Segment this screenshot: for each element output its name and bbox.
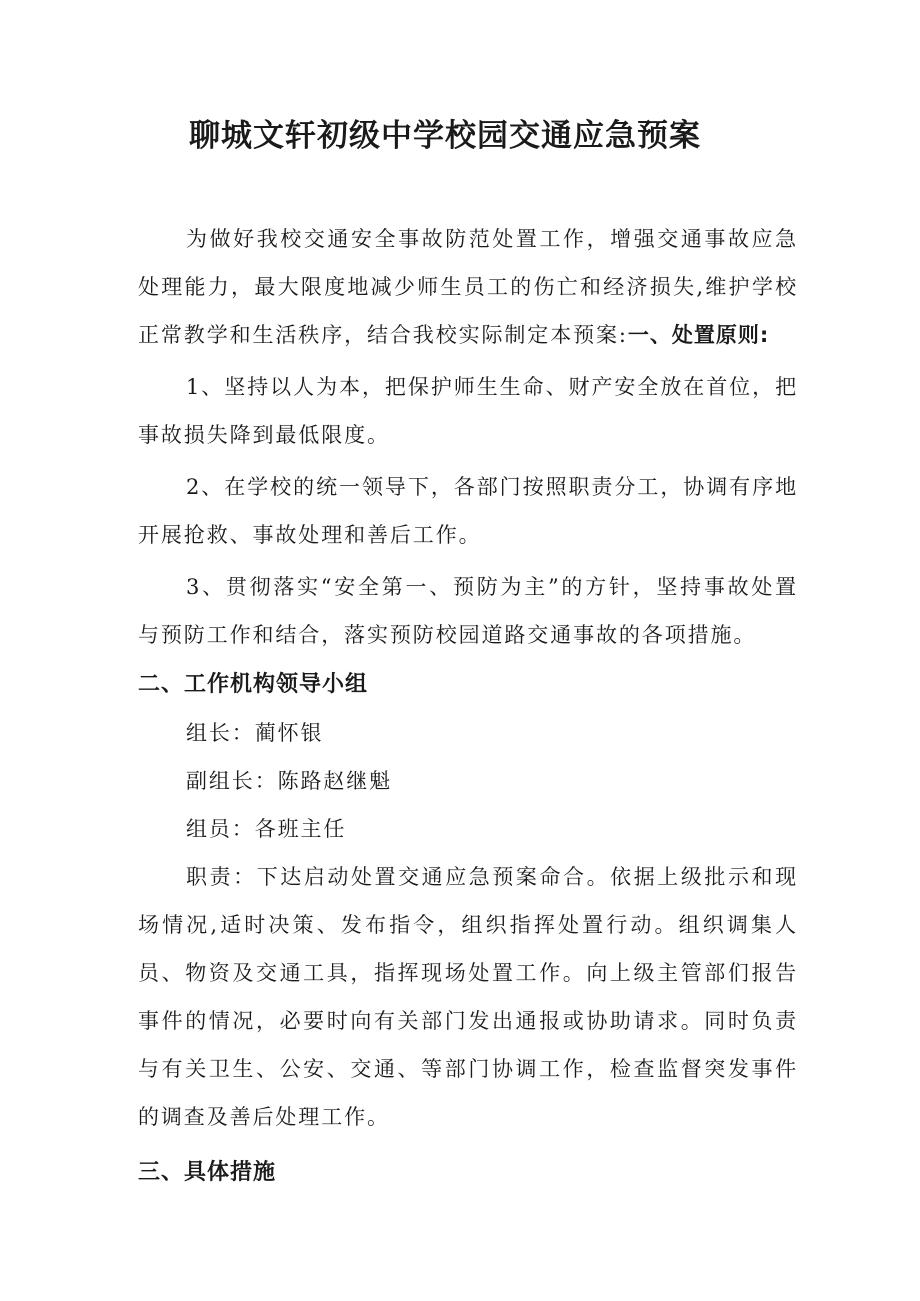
leader-line: 组长：蔺怀银 bbox=[186, 721, 324, 745]
principle-2: 2、在学校的统一领导下，各部门按照职责分工，协调有序地开展抢救、事故处理和善后工作。 bbox=[138, 475, 798, 547]
principle-3: 3、贯彻落实“安全第一、预防为主”的方针，坚持事故处置与预防工作和结合，落实预防校园道路交通事故的各项措施。 bbox=[138, 575, 798, 647]
section-1-heading: 一、处置原则: bbox=[627, 323, 770, 347]
principle-1: 1、坚持以人为本，把保护师生生命、财产安全放在首位，把事故损失降到最低限度。 bbox=[138, 375, 798, 447]
document-title: 聊城文轩初级中学校园交通应急预案 bbox=[189, 118, 701, 154]
duties-paragraph: 职责：下达启动处置交通应急预案命合。依据上级批示和现场情况,适时决策、发布指令，组织指挥处置行动。组织调集人员、物资及交通工具，指挥现场处置工作。向上级主管部们报告事件的情况，必要时向有关部门发出通报或协助请求。同时负责与有关卫生、公安、交通、等部门协调工作，检查监督突发事件的调查及善后处理工作。 bbox=[138, 865, 798, 1129]
section-3-heading: 三、具体措施 bbox=[138, 1160, 277, 1185]
intro-text: 为做好我校交通安全事故防范处置工作，增强交通事故应急处理能力，最大限度地减少师生员工的伤亡和经济损失,维护学校正常教学和生活秩序，结合我校实际制定本预案: bbox=[138, 227, 798, 347]
intro-paragraph bbox=[138, 215, 798, 359]
deputy-leader-line: 副组长：陈路赵继魁 bbox=[186, 769, 393, 793]
members-line: 组员：各班主任 bbox=[186, 817, 347, 841]
section-2-heading: 二、工作机构领导小组 bbox=[138, 672, 369, 697]
document-body bbox=[138, 215, 798, 1197]
